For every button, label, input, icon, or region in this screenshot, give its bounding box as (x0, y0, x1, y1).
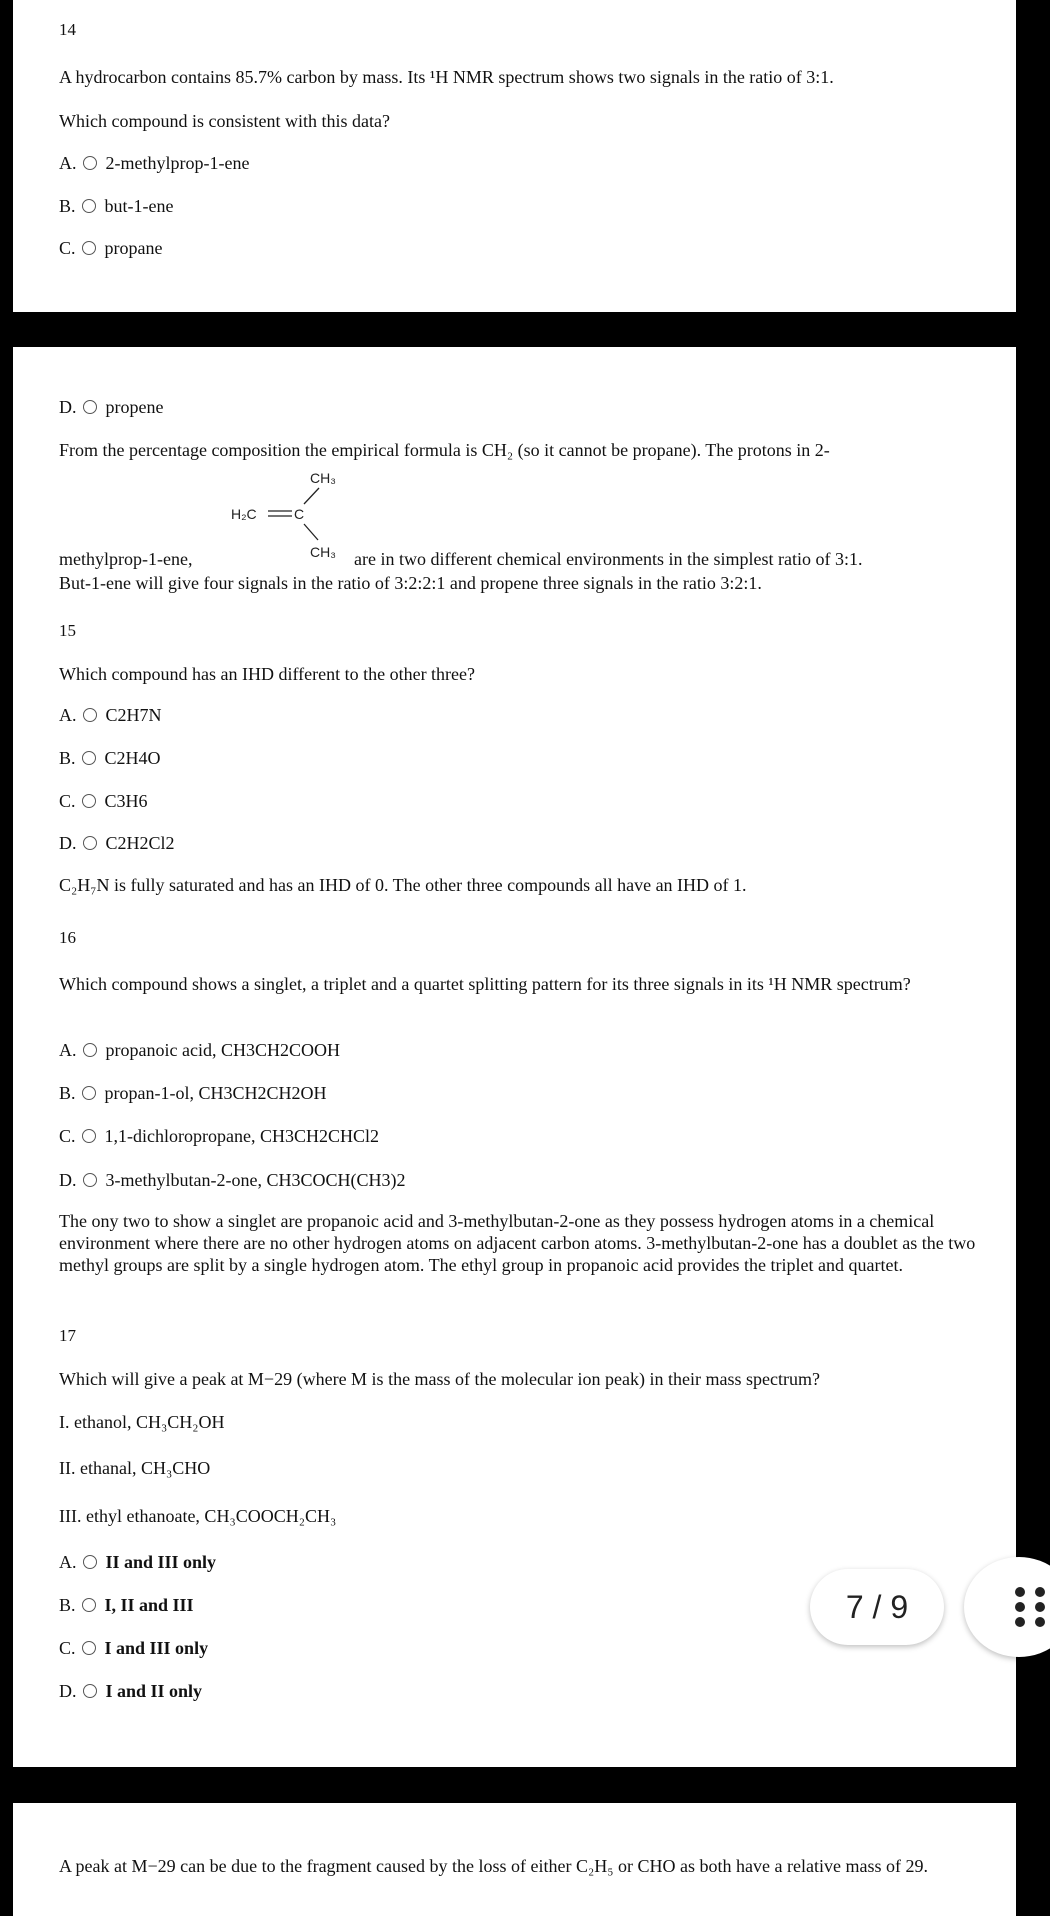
radio-icon[interactable] (83, 1684, 97, 1698)
question-number-15: 15 (59, 621, 76, 640)
radio-icon[interactable] (83, 708, 97, 722)
question-14-prompt: Which compound is consistent with this data? (59, 111, 390, 131)
bond-line (304, 488, 319, 504)
q15-option-b[interactable] (59, 747, 161, 769)
option-letter: D. (59, 397, 77, 417)
option-text: C3H6 (104, 791, 148, 811)
option-text: propane (104, 238, 163, 258)
q14-explanation-line1: From the percentage composition the empirical formula is CH₂ (so it cannot be propane). The protons in 2- (59, 440, 830, 460)
option-letter: B. (59, 1083, 76, 1103)
question-number-16: 16 (59, 928, 76, 947)
option-text: I, II and III (104, 1595, 194, 1615)
option-text: 2-methylprop-1-ene (105, 153, 250, 173)
radio-icon[interactable] (82, 751, 96, 765)
page-indicator[interactable]: 7 / 9 (810, 1569, 944, 1645)
radio-icon[interactable] (82, 794, 96, 808)
structure-carbon: C (294, 506, 305, 522)
q14-option-c[interactable] (59, 237, 163, 259)
q14-option-a[interactable] (59, 152, 249, 174)
q14-explanation-line3: are in two different chemical environments in the simplest ratio of 3:1. (354, 549, 863, 569)
option-letter: D. (59, 1170, 77, 1190)
q16-option-a[interactable] (59, 1039, 340, 1061)
option-text: I and II only (105, 1681, 203, 1701)
option-letter: A. (59, 153, 77, 173)
option-letter: B. (59, 196, 76, 216)
radio-icon[interactable] (83, 156, 97, 170)
option-text: propan-1-ol, CH3CH2CH2OH (104, 1083, 327, 1103)
option-letter: D. (59, 1681, 77, 1701)
option-text: 3-methylbutan-2-one, CH3COCH(CH3)2 (105, 1170, 406, 1190)
option-letter: B. (59, 748, 76, 768)
q17-option-b[interactable] (59, 1594, 194, 1616)
option-letter: C. (59, 791, 76, 811)
methylpropene-structure (226, 466, 356, 566)
radio-icon[interactable] (82, 1598, 96, 1612)
option-text: propene (105, 397, 164, 417)
q17-statement-3: III. ethyl ethanoate, CH₃COOCH₂CH₃ (59, 1506, 337, 1526)
question-number-14: 14 (59, 20, 76, 39)
radio-icon[interactable] (82, 1129, 96, 1143)
radio-icon[interactable] (83, 1043, 97, 1057)
option-letter: C. (59, 1126, 76, 1146)
q16-option-d[interactable] (59, 1169, 405, 1191)
option-letter: A. (59, 705, 77, 725)
option-text: I and III only (104, 1638, 209, 1658)
structure-ch3-bottom: CH₃ (310, 544, 336, 560)
q16-explanation: The ony two to show a singlet are propanoic acid and 3-methylbutan-2-one as they possess hydrogen atoms in a chemical environment where there are no other hydrogen atoms on adjacent carbon atoms. 3-methylbutan-2-one has a doublet as the two methyl groups are split by a single hydrogen atom. The ethyl group in propanoic acid provides the triplet and quartet. (59, 1211, 976, 1275)
q14-explanation-line4: But-1-ene will give four signals in the ratio of 3:2:2:1 and propene three signals in the ratio 3:2:1. (59, 573, 762, 593)
option-text: 1,1-dichloropropane, CH3CH2CHCl2 (104, 1126, 379, 1146)
q17-option-d[interactable] (59, 1680, 202, 1702)
option-letter: B. (59, 1595, 76, 1615)
q16-option-c[interactable] (59, 1125, 379, 1147)
radio-icon[interactable] (82, 1641, 96, 1655)
option-text: propanoic acid, CH3CH2COOH (105, 1040, 340, 1060)
q15-explanation: C₂H₇N is fully saturated and has an IHD of 0. The other three compounds all have an IHD of 1. (59, 875, 747, 895)
option-text: C2H7N (105, 705, 162, 725)
q15-option-a[interactable] (59, 704, 162, 726)
option-letter: A. (59, 1040, 77, 1060)
question-16-prompt: Which compound shows a singlet, a triplet and a quartet splitting pattern for its three signals in its ¹H NMR spectrum? (59, 974, 911, 994)
structure-h2c: H₂C (231, 506, 257, 522)
radio-icon[interactable] (82, 199, 96, 213)
option-text: II and III only (105, 1552, 217, 1572)
q17-explanation: A peak at M−29 can be due to the fragment caused by the loss of either C₂H₅ or CHO as both have a relative mass of 29. (59, 1856, 928, 1876)
q17-statement-1: I. ethanol, CH₃CH₂OH (59, 1412, 225, 1432)
radio-icon[interactable] (83, 1173, 97, 1187)
bond-line (304, 524, 318, 540)
q14-option-b[interactable] (59, 195, 173, 217)
option-text: C2H4O (104, 748, 161, 768)
option-text: C2H2Cl2 (105, 833, 175, 853)
option-text: but-1-ene (104, 196, 174, 216)
option-letter: D. (59, 833, 77, 853)
q17-statement-2: II. ethanal, CH₃CHO (59, 1458, 211, 1478)
radio-icon[interactable] (82, 1086, 96, 1100)
option-letter: C. (59, 1638, 76, 1658)
q15-option-d[interactable] (59, 832, 175, 854)
question-15-prompt: Which compound has an IHD different to the other three? (59, 664, 476, 684)
q16-option-b[interactable] (59, 1082, 327, 1104)
q17-option-c[interactable] (59, 1637, 208, 1659)
radio-icon[interactable] (83, 1555, 97, 1569)
option-letter: A. (59, 1552, 77, 1572)
q15-option-c[interactable] (59, 790, 148, 812)
radio-icon[interactable] (83, 400, 97, 414)
structure-ch3-top: CH₃ (310, 470, 336, 486)
q14-explanation-line2: methylprop-1-ene, (59, 549, 193, 569)
question-number-17: 17 (59, 1326, 76, 1345)
radio-icon[interactable] (83, 836, 97, 850)
question-17-prompt: Which will give a peak at M−29 (where M is the mass of the molecular ion peak) in their mass spectrum? (59, 1369, 820, 1389)
q14-option-d[interactable] (59, 396, 163, 418)
question-14-stem: A hydrocarbon contains 85.7% carbon by mass. Its ¹H NMR spectrum shows two signals in the ratio of 3:1. (59, 67, 834, 87)
option-letter: C. (59, 238, 76, 258)
q17-option-a[interactable] (59, 1551, 216, 1573)
radio-icon[interactable] (82, 241, 96, 255)
